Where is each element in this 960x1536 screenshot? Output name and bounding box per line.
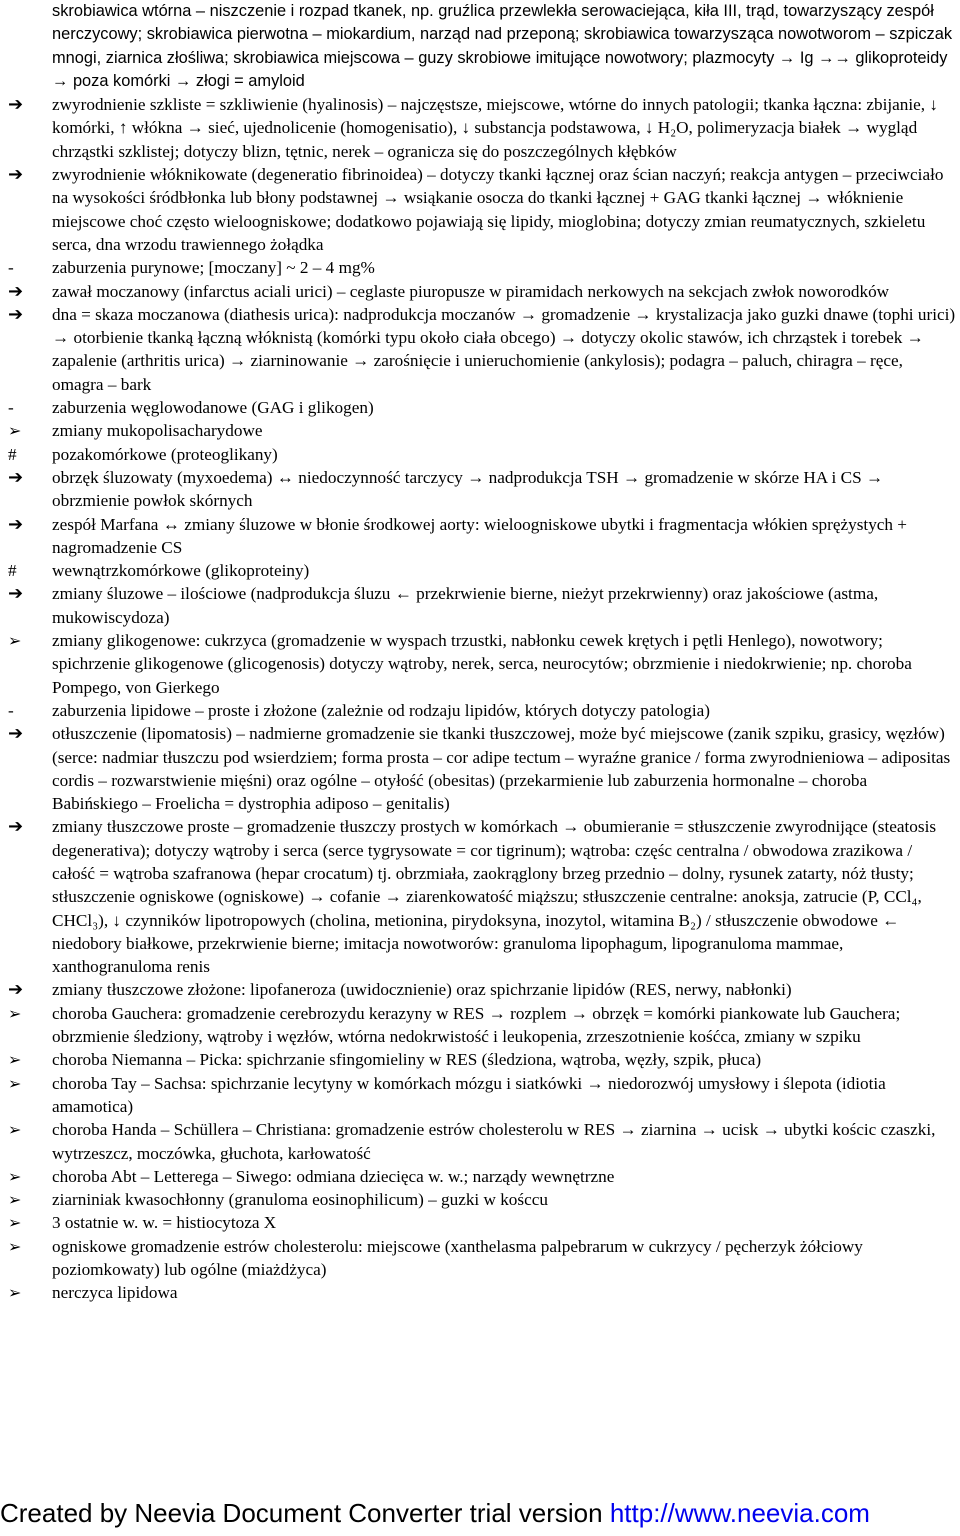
list-item-text: zawał moczanowy (infarctus aciali urici) – ceglaste piuropusze w piramidach nerkowych na sekcjach zwłok noworodków: [52, 281, 890, 301]
footer-text: Created by Neevia Document Converter trial version: [0, 1498, 610, 1528]
list-item-text: dna = skaza moczanowa (diathesis urica): nadprodukcja moczanów → gromadzenie → krystalizacja jako guzki dnawe (tophi urici) → otorbienie tkanką łączną włóknistą (komórki typu około ciała obcego) → dotyczy okolic stawów, ich chrząstek i torebek → zapalenie (arthritis urica) → ziarninowanie → zarośnięcie i unieruchomienie (ankylosis); podagra – paluch, chiragra – ręce, omagra – bark: [52, 304, 960, 394]
list-item-text: zaburzenia węglowodanowe (GAG i glikogen): [52, 398, 374, 418]
list-item-text: ogniskowe gromadzenie estrów cholesterolu: miejscowe (xanthelasma palpebrarum w cukrzycy / pęcherzyk żółciowy poziomkowaty) lub ogólne (miażdżyca): [52, 1236, 868, 1280]
list-item: [8, 513, 956, 560]
arrow-bullet-icon: ➔: [8, 723, 24, 745]
list-item: [8, 443, 956, 466]
triangle-bullet-icon: ➢: [8, 1003, 22, 1023]
arrow-bullet-icon: ➔: [8, 583, 24, 605]
list-item-text: zaburzenia purynowe; [moczany] ~ 2 – 4 mg%: [52, 258, 375, 278]
list-item-text: choroba Abt – Letterega – Siwego: odmiana dziecięca w. w.; narządy wewnętrzne: [52, 1166, 615, 1186]
list-item-text: choroba Gauchera: gromadzenie cerebrozydu kerazyny w RES → rozplem → obrzęk = komórki piankowate lub Gauchera; obrzmienie śledziony, wątroby i węzłów, wtórna nedokrwistość i leukopenia, zrzeszotnienie kośćca, zmiany w szpiku: [52, 1003, 905, 1047]
list-item-text: wewnątrzkomórkowe (glikoproteiny): [52, 561, 310, 581]
list-item-text: choroba Niemanna – Picka: spichrzanie sfingomieliny w RES (śledziona, wątroba, węzły, szpik, płuca): [52, 1050, 762, 1070]
document-body: [8, 0, 960, 1305]
list-item-text: skrobiawica wtórna – niszczenie i rozpad tkanek, np. gruźlica przewlekła serowaciejąca, kiła III, trąd, towarzyszący zespół nerczycowy; skrobiawica pierwotna – miokardium, narząd nad przeponą; skrobiawica towarzysząca nowotworom – szpiczak mnogi, ziarnica złośliwa; skrobiawica miejscowa – guzy skrobiowe imitujące nowotwory; plazmocyty → Ig →→ glikoproteidy → poza komórki → złogi = amyloid: [52, 2, 957, 90]
triangle-bullet-icon: ➢: [8, 1120, 22, 1140]
list-item: [8, 1118, 956, 1165]
list-item-text: choroba Handa – Schüllera – Christiana: gromadzenie estrów cholesterolu w RES → ziarnina → ucisk → ubytki kościc czaszki, wytrzeszcz, moczówka, głuchota, karłowatość: [52, 1120, 940, 1163]
arrow-bullet-icon: ➔: [8, 280, 24, 302]
list-item: [8, 722, 956, 815]
list-item: [8, 419, 956, 442]
list-item: [8, 559, 956, 582]
list-item-text: ziarniniak kwasochłonny (granuloma eosinophilicum) – guzki w kośccu: [52, 1190, 548, 1210]
list-item-text: zmiany śluzowe – ilościowe (nadprodukcja śluzu ← przekrwienie bierne, nieżyt przekrwienny) oraz jakościowe (astma, mukowiscydoza): [52, 584, 883, 627]
triangle-bullet-icon: ➢: [8, 1236, 22, 1256]
bullet-marker: #: [8, 444, 17, 464]
list-item-text: obrzęk śluzowaty (myxoedema) ↔ niedoczynność tarczycy → nadprodukcja TSH → gromadzenie w skórze HA i CS → obrzmienie powłok skórnych: [52, 467, 888, 511]
arrow-bullet-icon: ➔: [8, 164, 24, 186]
triangle-bullet-icon: ➢: [8, 1050, 22, 1070]
triangle-bullet-icon: ➢: [8, 631, 22, 651]
list-item-text: zespół Marfana ↔ zmiany śluzowe w błonie środkowej aorty: wieloogniskowe ubytki i fragmentacja włókien sprężystych + nagromadzenie CS: [52, 514, 912, 557]
list-item: [8, 1072, 956, 1119]
arrow-bullet-icon: ➔: [8, 466, 24, 488]
list-item-text: zmiany mukopolisacharydowe: [52, 421, 263, 441]
list-item: [8, 699, 956, 722]
arrow-bullet-icon: ➔: [8, 816, 24, 838]
triangle-bullet-icon: ➢: [8, 421, 22, 441]
list-item-text: zwyrodnienie włóknikowate (degeneratio fibrinoidea) – dotyczy tkanki łącznej oraz ścian naczyń; reakcja antygen – przeciwciało na wysokości śródbłonka lub błony podstawnej → wsiąkanie osocza do tkanki łącznej + GAG tkanki łącznej → włóknienie miejscowe choć często wieloogniskowe; dodatkowo pojawiają się lipidy, mioglobina; dotyczy zmian reumatycznych, szkieletu serca, dna wrzodu trawiennego żołądka: [52, 165, 948, 254]
arrow-bullet-icon: ➔: [8, 513, 24, 535]
triangle-bullet-icon: ➢: [8, 1283, 22, 1303]
list-item-text: zwyrodnienie szkliste = szkliwienie (hyalinosis) – najczęstsze, miejscowe, wtórne do innych patologii; tkanka łączna: zbijanie, ↓ komórki, ↑ włókna → sieć, ujednolicenie (homogenisatio), ↓ substancja podstawowa, ↓ H₂O, polimeryzacja białek → wygląd chrząstki szklistej; dotyczy blizn, tętnic, nerek – ogranicza się do poszczególnych kłębków: [52, 95, 943, 161]
list-item-text: zmiany tłuszczowe proste – gromadzenie tłuszczy prostych w komórkach → obumieranie = stłuszczenie zwyrodnijące (steatosis degenerativa); dotyczy wątroby i serca (serce tygrysowate = cor tigrinum); wątroba: częśc centralna / obwodowa zrazikowa / całość = wątroba szafranowa (hepar crocatum) tj. obrzmiała, zaokrąglony brzeg przednio – dolny, rysunek zatarty, nóż tłusty; stłuszczenie ogniskowe (ogniskowe) → cofanie → ziarenkowatość miąższu; stłuszczenie centralne: anoksja, zatrucie (P, CCl₄, CHCl₃), ↓ czynników lipotropowych (cholina, metionina, pirydoksyna, inozytol, witamina B₂) / stłuszczenie obwodowe ← niedobory białkowe, przekrwienie bierne; imitacja nowotworów: granuloma lipophagum, lipogranuloma mammae, xanthogranuloma renis: [52, 817, 941, 977]
list-item-text: 3 ostatnie w. w. = histiocytoza X: [52, 1213, 277, 1233]
list-item: [8, 1188, 956, 1211]
triangle-bullet-icon: ➢: [8, 1213, 22, 1233]
list-item-text: otłuszczenie (lipomatosis) – nadmierne gromadzenie sie tkanki tłuszczowej, może być miejscowe (zanik szpiku, grasicy, węzłów) (serce: nadmiar tłuszczu pod wsierdziem; forma prosta – cor adipe tectum – wyraźne granice / forma zwyrodnieniowa – adipositas cordis – rozwarstwienie mięśni) oraz ogólne – otyłość (obesitas) (przekarmienie lub zaburzenia hormonalne – choroba Babińskiego – Froelicha = dystrophia adiposo – genitalis): [52, 724, 955, 814]
list-item: [8, 303, 960, 396]
footer-link[interactable]: http://www.neevia.com: [609, 1498, 870, 1528]
list-item: [8, 93, 956, 163]
bullet-marker: -: [8, 700, 14, 720]
list-item: [8, 396, 956, 419]
list-item: [8, 815, 956, 978]
triangle-bullet-icon: ➢: [8, 1166, 22, 1186]
triangle-bullet-icon: ➢: [8, 1190, 22, 1210]
arrow-bullet-icon: ➔: [8, 303, 24, 325]
bullet-marker: -: [8, 258, 14, 278]
list-item: [8, 0, 956, 93]
arrow-bullet-icon: ➔: [8, 979, 24, 1001]
list-item: [8, 582, 956, 629]
list-item-text: zmiany glikogenowe: cukrzyca (gromadzenie w wyspach trzustki, nabłonku cewek krętych i pętli Henlego), nowotwory; spichrzenie glikogenowe (glicogenosis) dotyczy wątroby, nerek, serca, neurocytów; obrzmienie i niedokrwienie; np. choroba Pompego, von Gierkego: [52, 631, 917, 697]
list-item: [8, 1048, 956, 1071]
list-item-text: zaburzenia lipidowe – proste i złożone (zależnie od rodzaju lipidów, których dotyczy patologia): [52, 700, 710, 720]
bullet-marker: #: [8, 561, 17, 581]
list-item: [8, 1235, 956, 1282]
arrow-bullet-icon: ➔: [8, 94, 24, 116]
list-item: [8, 1002, 956, 1049]
footer-watermark: [0, 1496, 960, 1530]
list-item: [8, 256, 956, 279]
list-item-text: pozakomórkowe (proteoglikany): [52, 444, 278, 464]
list-item-text: nerczyca lipidowa: [52, 1283, 178, 1303]
list-item: [8, 629, 956, 699]
list-item: [8, 466, 956, 513]
triangle-bullet-icon: ➢: [8, 1073, 22, 1093]
list-item: [8, 280, 956, 303]
bullet-marker: -: [8, 398, 14, 418]
list-item: [8, 1211, 956, 1234]
list-item-text: choroba Tay – Sachsa: spichrzanie lecytyny w komórkach mózgu i siatkówki → niedorozwój umysłowy i ślepota (idiotia amamotica): [52, 1073, 891, 1116]
list-item: [8, 1165, 956, 1188]
list-item: [8, 163, 956, 256]
list-item: [8, 978, 956, 1001]
list-item-text: zmiany tłuszczowe złożone: lipofaneroza (uwidocznienie) oraz spichrzanie lipidów (RES, nerwy, nabłonki): [52, 980, 792, 1000]
list-item: [8, 1281, 956, 1304]
